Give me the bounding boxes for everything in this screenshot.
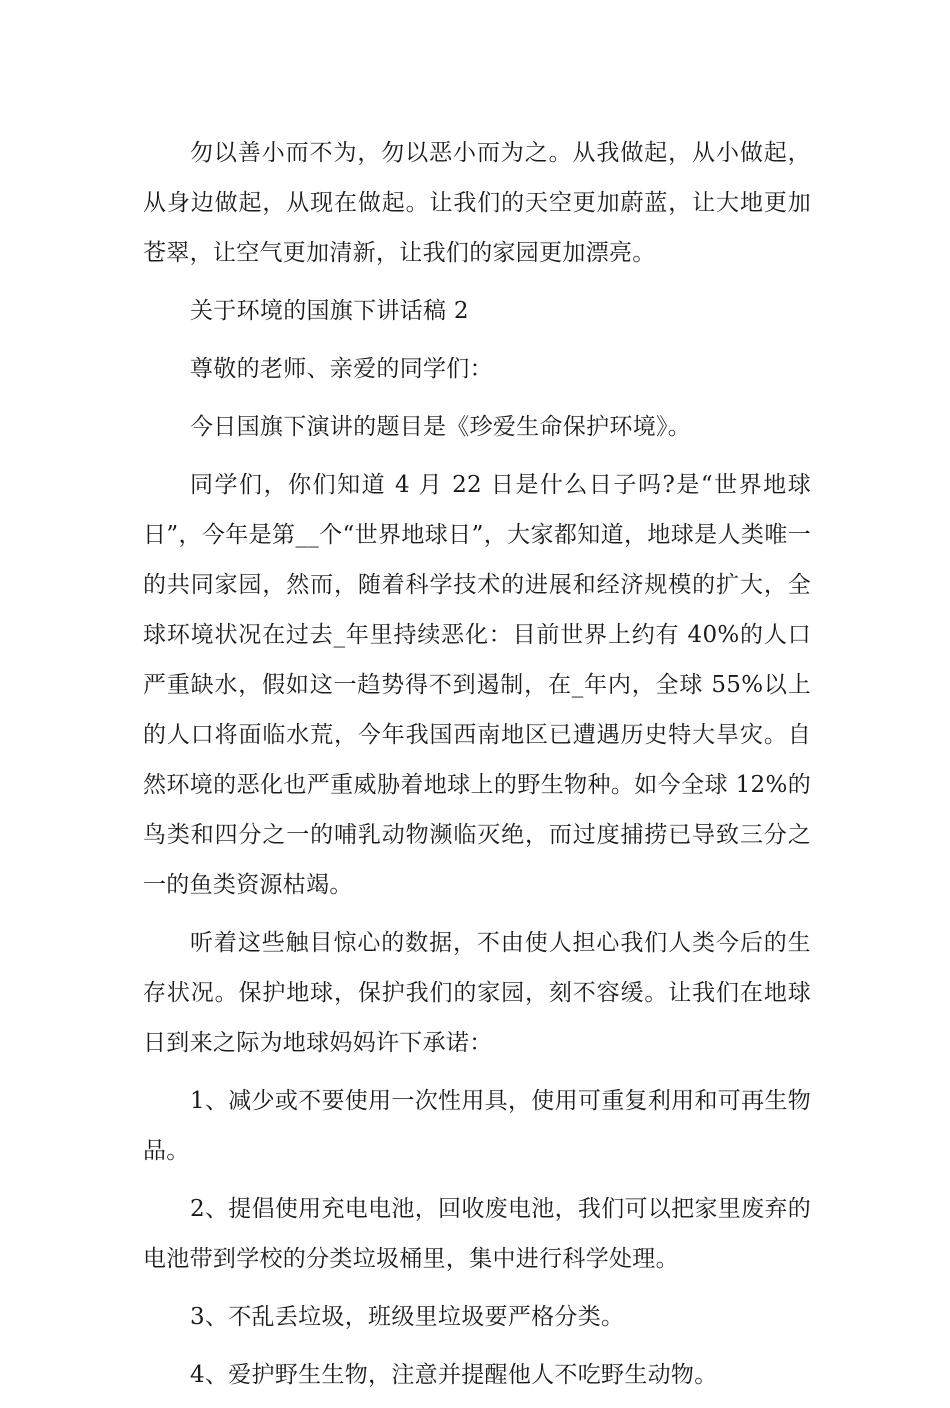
speech-topic: 今日国旗下演讲的题目是《珍爱生命保护环境》。 — [190, 414, 692, 440]
paragraph-data-concern: 听着这些触目惊心的数据，不由使人担心我们人类今后的生存状况。保护地球，保护我们的家园，刻不容缓。让我们在地球日到来之际为地球妈妈许下承诺： — [143, 930, 811, 1056]
section-title: 关于环境的国旗下讲话稿 2 — [190, 298, 469, 324]
salutation: 尊敬的老师、亲爱的同学们： — [190, 356, 493, 382]
pledge-item-3: 3、不乱丢垃圾，班级里垃圾要严格分类。 — [190, 1304, 625, 1330]
paragraph-earth-day: 同学们，你们知道 4 月 22 日是什么日子吗?是“世界地球日”，今年是第__个“世界地球日”，大家都知道，地球是人类唯一的共同家园，然而，随着科学技术的进展和经济规模的扩大，全球环境状况在过去_年里持续恶化：目前世界上约有 40%的人口严重缺水，假如这一趋势得不到遏制，在_年内，全球 55%以上的人口将面临水荒，今年我国西南地区已遭遇历史特大旱灾。自然环境的恶化也严重威胁着地球上的野生物种。如今全球 12%的鸟类和四分之一的哺乳动物濒临灭绝，而过度捕捞已导致三分之一的鱼类资源枯竭。 — [143, 472, 811, 898]
paragraph-closing: 勿以善小而不为，勿以恶小而为之。从我做起，从小做起，从身边做起，从现在做起。让我们的天空更加蔚蓝，让大地更加苍翠，让空气更加清新，让我们的家园更加漂亮。 — [143, 140, 811, 266]
pledge-item-2: 2、提倡使用充电电池，回收废电池，我们可以把家里废弃的电池带到学校的分类垃圾桶里，集中进行科学处理。 — [143, 1196, 811, 1272]
pledge-item-1: 1、减少或不要使用一次性用具，使用可重复利用和可再生物品。 — [143, 1088, 811, 1164]
pledge-item-4: 4、爱护野生生物，注意并提醒他人不吃野生动物。 — [190, 1362, 718, 1388]
document-body — [143, 128, 811, 1408]
